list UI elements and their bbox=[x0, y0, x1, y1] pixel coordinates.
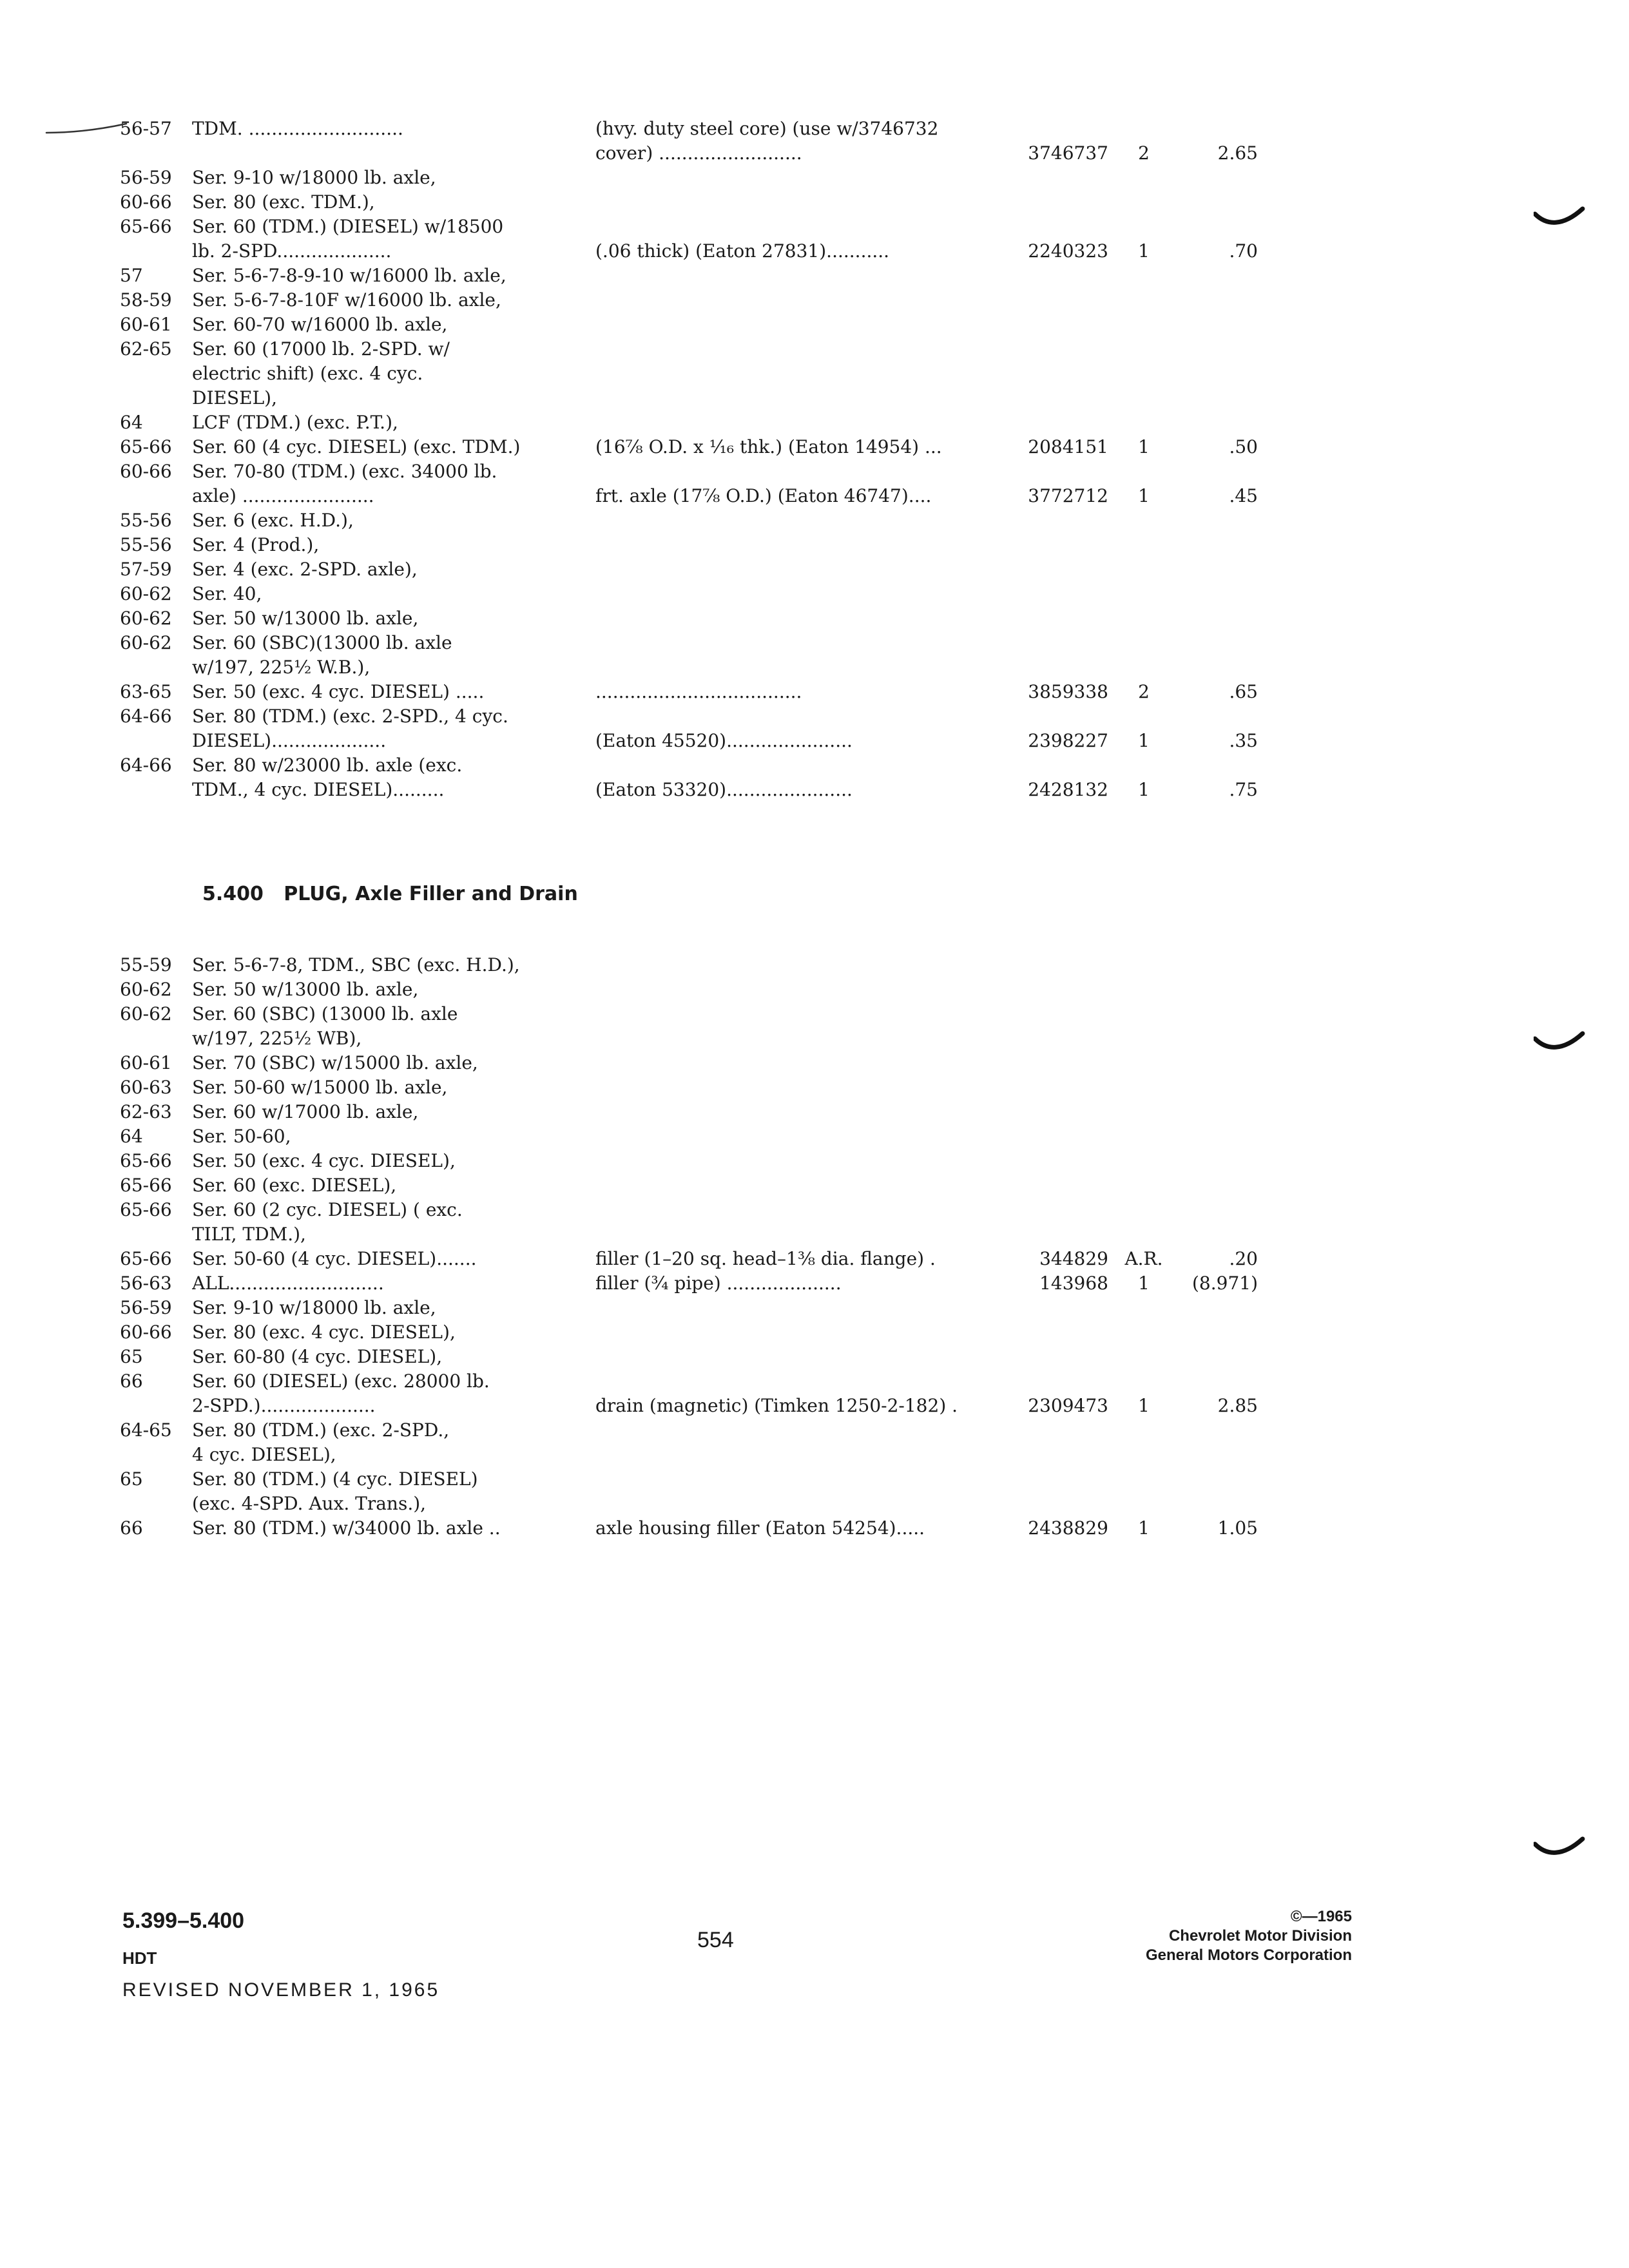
quantity-cell: A.R. bbox=[1124, 1248, 1163, 1269]
table-row bbox=[0, 1149, 1629, 1173]
section-title: PLUG, bbox=[284, 883, 349, 905]
division-name: Chevrolet Motor Division bbox=[1168, 1927, 1352, 1945]
remark-cell: axle housing filler (Eaton 54254)..... bbox=[595, 1517, 925, 1539]
description-cell: Ser. 4 (Prod.), bbox=[192, 534, 320, 555]
year-cell: 65-66 bbox=[120, 216, 172, 237]
description-cell: Ser. 4 (exc. 2-SPD. axle), bbox=[192, 559, 418, 580]
year-cell: 65-66 bbox=[120, 1199, 172, 1220]
quantity-cell: 1 bbox=[1138, 779, 1150, 800]
year-cell: 60-62 bbox=[120, 632, 172, 653]
quantity-cell: 1 bbox=[1138, 1517, 1150, 1539]
year-cell: 62-63 bbox=[120, 1101, 172, 1122]
description-cell: Ser. 9-10 w/18000 lb. axle, bbox=[192, 1297, 436, 1318]
description-cell: 4 cyc. DIESEL), bbox=[192, 1444, 336, 1465]
year-cell: 64 bbox=[120, 412, 143, 433]
table-row bbox=[0, 1419, 1629, 1442]
year-cell: 60-61 bbox=[120, 1052, 172, 1073]
table-row bbox=[0, 1394, 1629, 1418]
description-cell: Ser. 5-6-7-8-10F w/16000 lb. axle, bbox=[192, 289, 501, 311]
year-cell: 65 bbox=[120, 1346, 143, 1367]
description-cell: Ser. 80 (TDM.) w/34000 lb. axle .. bbox=[192, 1517, 501, 1539]
quantity-cell: 1 bbox=[1138, 436, 1150, 457]
part-number-cell: 2309473 bbox=[1028, 1395, 1108, 1416]
part-number-cell: 3859338 bbox=[1028, 681, 1108, 702]
remark-cell: (16⅞ O.D. x ¹⁄₁₆ thk.) (Eaton 14954) ... bbox=[595, 436, 942, 457]
quantity-cell: 2 bbox=[1138, 681, 1150, 702]
table-row bbox=[0, 485, 1629, 508]
description-cell: lb. 2-SPD.................... bbox=[192, 240, 392, 262]
copyright-block bbox=[1146, 1907, 1352, 1965]
year-cell: 64-66 bbox=[120, 754, 172, 776]
description-cell: Ser. 50 (exc. 4 cyc. DIESEL) ..... bbox=[192, 681, 485, 702]
description-cell: Ser. 60-80 (4 cyc. DIESEL), bbox=[192, 1346, 443, 1367]
year-cell: 62-65 bbox=[120, 338, 172, 360]
year-cell: 65-66 bbox=[120, 1150, 172, 1171]
description-cell: Ser. 5-6-7-8, TDM., SBC (exc. H.D.), bbox=[192, 954, 520, 975]
table-row bbox=[0, 1296, 1629, 1320]
table-row bbox=[0, 558, 1629, 581]
remark-cell: cover) ......................... bbox=[595, 142, 802, 164]
price-cell: .35 bbox=[1229, 730, 1258, 751]
year-cell: 56-57 bbox=[120, 118, 172, 139]
quantity-cell: 2 bbox=[1138, 142, 1150, 164]
table-row bbox=[0, 656, 1629, 679]
description-cell: DIESEL).................... bbox=[192, 730, 387, 751]
corporation-name: General Motors Corporation bbox=[1145, 1946, 1352, 1964]
table-row bbox=[0, 1247, 1629, 1271]
check-mark-icon bbox=[1534, 1836, 1585, 1862]
year-cell: 60-63 bbox=[120, 1077, 172, 1098]
table-row bbox=[0, 1345, 1629, 1369]
price-cell: .50 bbox=[1229, 436, 1258, 457]
year-cell: 60-62 bbox=[120, 583, 172, 604]
year-cell: 55-56 bbox=[120, 534, 172, 555]
description-cell: Ser. 9-10 w/18000 lb. axle, bbox=[192, 167, 436, 188]
check-mark-icon bbox=[1534, 206, 1585, 232]
part-number-cell: 2428132 bbox=[1028, 779, 1108, 800]
price-cell: .75 bbox=[1229, 779, 1258, 800]
hdt-label: HDT bbox=[122, 1948, 157, 1968]
description-cell: w/197, 225½ W.B.), bbox=[192, 657, 371, 678]
remark-cell: filler (¾ pipe) .................... bbox=[595, 1273, 842, 1294]
description-cell: (exc. 4-SPD. Aux. Trans.), bbox=[192, 1493, 427, 1514]
price-cell: .20 bbox=[1229, 1248, 1258, 1269]
year-cell: 60-62 bbox=[120, 979, 172, 1000]
year-cell: 55-56 bbox=[120, 510, 172, 531]
description-cell: Ser. 50 w/13000 lb. axle, bbox=[192, 979, 419, 1000]
year-cell: 64-65 bbox=[120, 1419, 172, 1441]
description-cell: Ser. 60 (SBC)(13000 lb. axle bbox=[192, 632, 452, 653]
year-cell: 60-66 bbox=[120, 191, 172, 213]
year-cell: 60-66 bbox=[120, 1321, 172, 1343]
year-cell: 60-66 bbox=[120, 461, 172, 482]
table-row bbox=[0, 289, 1629, 312]
description-cell: Ser. 60 (DIESEL) (exc. 28000 lb. bbox=[192, 1370, 490, 1392]
price-cell: .70 bbox=[1229, 240, 1258, 262]
price-cell: (8.971) bbox=[1191, 1273, 1258, 1294]
table-row bbox=[0, 338, 1629, 361]
table-row bbox=[0, 1100, 1629, 1124]
part-number-cell: 3746737 bbox=[1028, 142, 1108, 164]
table-row bbox=[0, 1272, 1629, 1295]
description-cell: TILT, TDM.), bbox=[192, 1224, 306, 1245]
description-cell: Ser. 5-6-7-8-9-10 w/16000 lb. axle, bbox=[192, 265, 506, 286]
description-cell: DIESEL), bbox=[192, 387, 277, 408]
description-cell: Ser. 60 (SBC) (13000 lb. axle bbox=[192, 1003, 458, 1024]
year-cell: 60-61 bbox=[120, 314, 172, 335]
part-number-cell: 344829 bbox=[1039, 1248, 1108, 1269]
part-number-cell: 143968 bbox=[1039, 1273, 1108, 1294]
table-row bbox=[0, 778, 1629, 802]
part-number-cell: 3772712 bbox=[1028, 485, 1108, 506]
table-row bbox=[0, 215, 1629, 238]
quantity-cell: 1 bbox=[1138, 485, 1150, 506]
price-cell: .65 bbox=[1229, 681, 1258, 702]
table-row bbox=[0, 729, 1629, 753]
table-row bbox=[0, 436, 1629, 459]
table-row bbox=[0, 533, 1629, 557]
description-cell: ALL........................... bbox=[192, 1273, 384, 1294]
description-cell: w/197, 225½ WB), bbox=[192, 1028, 362, 1049]
table-row bbox=[0, 705, 1629, 728]
year-cell: 64-66 bbox=[120, 706, 172, 727]
table-row bbox=[0, 1076, 1629, 1099]
remark-cell: frt. axle (17⅞ O.D.) (Eaton 46747).... bbox=[595, 485, 932, 506]
pencil-stroke-icon bbox=[45, 121, 129, 137]
year-cell: 63-65 bbox=[120, 681, 172, 702]
remark-cell: .................................... bbox=[595, 681, 802, 702]
year-cell: 57-59 bbox=[120, 559, 172, 580]
table-row bbox=[0, 411, 1629, 434]
table-row bbox=[0, 1517, 1629, 1540]
table-row bbox=[0, 362, 1629, 385]
description-cell: TDM., 4 cyc. DIESEL)......... bbox=[192, 779, 445, 800]
year-cell: 56-59 bbox=[120, 167, 172, 188]
description-cell: Ser. 70-80 (TDM.) (exc. 34000 lb. bbox=[192, 461, 497, 482]
description-cell: 2-SPD.).................... bbox=[192, 1395, 376, 1416]
table-row bbox=[0, 680, 1629, 704]
quantity-cell: 1 bbox=[1138, 1273, 1150, 1294]
year-cell: 65-66 bbox=[120, 1175, 172, 1196]
table-row bbox=[0, 1174, 1629, 1197]
table-row bbox=[0, 264, 1629, 287]
table-row bbox=[0, 191, 1629, 214]
description-cell: TDM. ........................... bbox=[192, 118, 403, 139]
description-cell: Ser. 60 (4 cyc. DIESEL) (exc. TDM.) bbox=[192, 436, 521, 457]
quantity-cell: 1 bbox=[1138, 1395, 1150, 1416]
table-row bbox=[0, 387, 1629, 410]
remark-cell: (hvy. duty steel core) (use w/3746732 bbox=[595, 118, 939, 139]
section-heading bbox=[202, 881, 578, 907]
year-cell: 64 bbox=[120, 1126, 143, 1147]
description-cell: Ser. 80 (TDM.) (4 cyc. DIESEL) bbox=[192, 1468, 478, 1490]
table-row bbox=[0, 509, 1629, 532]
table-row bbox=[0, 240, 1629, 263]
description-cell: Ser. 50-60 w/15000 lb. axle, bbox=[192, 1077, 448, 1098]
table-row bbox=[0, 1027, 1629, 1050]
year-cell: 66 bbox=[120, 1517, 143, 1539]
price-cell: 2.85 bbox=[1217, 1395, 1258, 1416]
table-row bbox=[0, 631, 1629, 655]
year-cell: 55-59 bbox=[120, 954, 172, 975]
year-cell: 65-66 bbox=[120, 1248, 172, 1269]
price-cell: 2.65 bbox=[1217, 142, 1258, 164]
description-cell: Ser. 60 (TDM.) (DIESEL) w/18500 bbox=[192, 216, 504, 237]
table-row bbox=[0, 954, 1629, 977]
section-code: 5.399–5.400 bbox=[122, 1908, 245, 1933]
page-number: 554 bbox=[697, 1928, 734, 1952]
part-number-cell: 2084151 bbox=[1028, 436, 1108, 457]
section-subtitle: Axle Filler and Drain bbox=[355, 883, 578, 905]
remark-cell: filler (1–20 sq. head–1⅜ dia. flange) . bbox=[595, 1248, 936, 1269]
description-cell: electric shift) (exc. 4 cyc. bbox=[192, 363, 423, 384]
year-cell: 65 bbox=[120, 1468, 143, 1490]
section-number: 5.400 bbox=[202, 883, 264, 905]
description-cell: Ser. 50-60, bbox=[192, 1126, 291, 1147]
table-row bbox=[0, 1321, 1629, 1344]
description-cell: Ser. 80 (TDM.) (exc. 2-SPD., 4 cyc. bbox=[192, 706, 508, 727]
copyright-year: ©—1965 bbox=[1290, 1908, 1352, 1925]
check-mark-icon bbox=[1534, 1031, 1585, 1057]
year-cell: 60-62 bbox=[120, 608, 172, 629]
description-cell: Ser. 50 (exc. 4 cyc. DIESEL), bbox=[192, 1150, 456, 1171]
table-row bbox=[0, 1125, 1629, 1148]
table-row bbox=[0, 1052, 1629, 1075]
year-cell: 66 bbox=[120, 1370, 143, 1392]
description-cell: Ser. 80 w/23000 lb. axle (exc. bbox=[192, 754, 463, 776]
description-cell: Ser. 40, bbox=[192, 583, 262, 604]
price-cell: 1.05 bbox=[1217, 1517, 1258, 1539]
table-row bbox=[0, 1492, 1629, 1515]
table-row bbox=[0, 166, 1629, 189]
description-cell: Ser. 60 (2 cyc. DIESEL) ( exc. bbox=[192, 1199, 463, 1220]
quantity-cell: 1 bbox=[1138, 730, 1150, 751]
table-row bbox=[0, 1443, 1629, 1466]
remark-cell: (.06 thick) (Eaton 27831)........... bbox=[595, 240, 890, 262]
table-row bbox=[0, 1223, 1629, 1246]
table-row bbox=[0, 117, 1629, 140]
description-cell: Ser. 80 (exc. 4 cyc. DIESEL), bbox=[192, 1321, 456, 1343]
table-row bbox=[0, 978, 1629, 1001]
description-cell: Ser. 80 (exc. TDM.), bbox=[192, 191, 375, 213]
table-row bbox=[0, 607, 1629, 630]
year-cell: 65-66 bbox=[120, 436, 172, 457]
year-cell: 56-59 bbox=[120, 1297, 172, 1318]
price-cell: .45 bbox=[1229, 485, 1258, 506]
remark-cell: (Eaton 45520)...................... bbox=[595, 730, 853, 751]
description-cell: Ser. 60 w/17000 lb. axle, bbox=[192, 1101, 419, 1122]
year-cell: 56-63 bbox=[120, 1273, 172, 1294]
description-cell: Ser. 60 (17000 lb. 2-SPD. w/ bbox=[192, 338, 450, 360]
part-number-cell: 2398227 bbox=[1028, 730, 1108, 751]
table-row bbox=[0, 142, 1629, 165]
part-number-cell: 2240323 bbox=[1028, 240, 1108, 262]
table-row bbox=[0, 460, 1629, 483]
description-cell: Ser. 80 (TDM.) (exc. 2-SPD., bbox=[192, 1419, 450, 1441]
remark-cell: (Eaton 53320)...................... bbox=[595, 779, 853, 800]
remark-cell: drain (magnetic) (Timken 1250-2-182) . bbox=[595, 1395, 958, 1416]
description-cell: Ser. 6 (exc. H.D.), bbox=[192, 510, 354, 531]
quantity-cell: 1 bbox=[1138, 240, 1150, 262]
table-row bbox=[0, 1003, 1629, 1026]
table-row bbox=[0, 1198, 1629, 1222]
description-cell: Ser. 50 w/13000 lb. axle, bbox=[192, 608, 419, 629]
table-row bbox=[0, 582, 1629, 606]
description-cell: Ser. 50-60 (4 cyc. DIESEL)....... bbox=[192, 1248, 477, 1269]
table-row bbox=[0, 313, 1629, 336]
description-cell: Ser. 70 (SBC) w/15000 lb. axle, bbox=[192, 1052, 478, 1073]
description-cell: axle) ....................... bbox=[192, 485, 374, 506]
table-row bbox=[0, 1468, 1629, 1491]
part-number-cell: 2438829 bbox=[1028, 1517, 1108, 1539]
year-cell: 60-62 bbox=[120, 1003, 172, 1024]
table-row bbox=[0, 1370, 1629, 1393]
revised-date: REVISED NOVEMBER 1, 1965 bbox=[122, 1979, 440, 2001]
description-cell: LCF (TDM.) (exc. P.T.), bbox=[192, 412, 398, 433]
description-cell: Ser. 60-70 w/16000 lb. axle, bbox=[192, 314, 448, 335]
description-cell: Ser. 60 (exc. DIESEL), bbox=[192, 1175, 397, 1196]
table-row bbox=[0, 754, 1629, 777]
year-cell: 57 bbox=[120, 265, 143, 286]
year-cell: 58-59 bbox=[120, 289, 172, 311]
